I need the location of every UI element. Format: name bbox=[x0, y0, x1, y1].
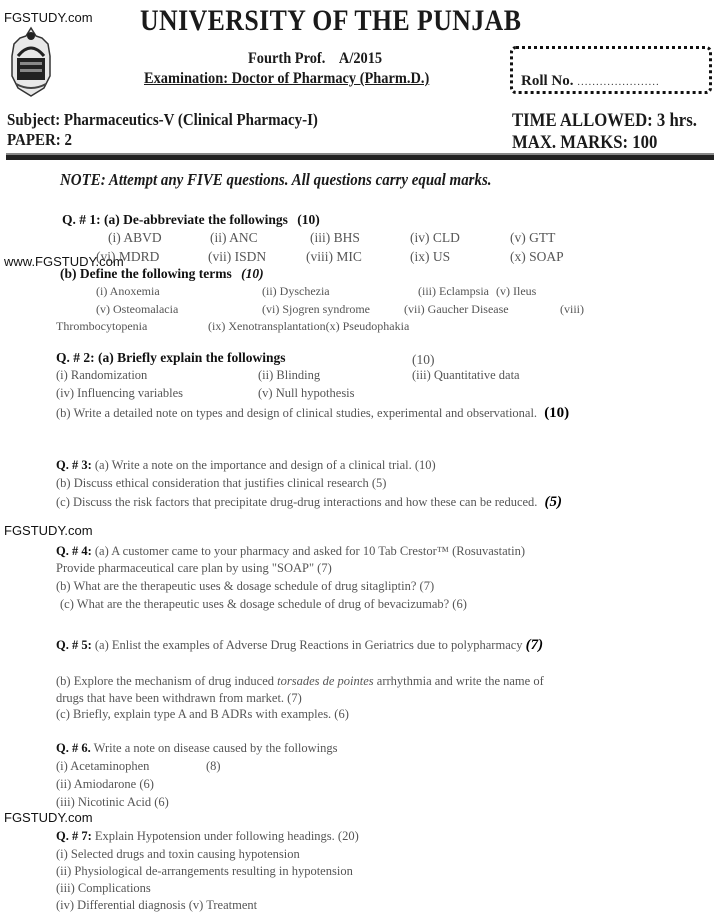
q5-a bbox=[56, 637, 543, 654]
watermark-q1: www.FGSTUDY.com bbox=[4, 254, 124, 269]
q2-a-item: (ii) Blinding bbox=[258, 368, 321, 382]
q1-b-heading-text: (b) Define the following terms bbox=[60, 266, 232, 281]
q2-b-marks: (10) bbox=[544, 405, 570, 421]
q1-b-item: (ix) Xenotransplantation(x) Pseudophakia bbox=[208, 319, 410, 333]
q4-a-line1 bbox=[56, 544, 525, 559]
q3-c-marks: (5) bbox=[544, 494, 563, 510]
q6-text: Write a note on disease caused by the followings bbox=[93, 741, 338, 755]
q6-heading bbox=[56, 741, 338, 756]
q7-label: Q. # 7: bbox=[56, 829, 92, 843]
q1-a-item: (viii) MIC bbox=[306, 249, 362, 264]
q5-b-italic-term: torsades de pointes bbox=[277, 674, 374, 688]
roll-number-field[interactable]: ...................... bbox=[577, 76, 660, 88]
q7-text: Explain Hypotension under following headings. (20) bbox=[94, 829, 359, 843]
q1-b-item: (v) Osteomalacia bbox=[96, 302, 179, 316]
q2-a-item: (i) Randomization bbox=[56, 368, 148, 382]
q4-label: Q. # 4: bbox=[56, 544, 92, 558]
q7-item: (iii) Complications bbox=[56, 881, 151, 895]
q1-b-item: (v) Ileus bbox=[496, 284, 537, 298]
q4-c: (c) What are the therapeutic uses & dosage schedule of drug of bevacizumab? (6) bbox=[60, 597, 467, 611]
q5-a-marks: (7) bbox=[525, 637, 544, 653]
q2-b-text bbox=[56, 405, 569, 422]
q2-a-item: (iv) Influencing variables bbox=[56, 386, 184, 400]
q1-a-item: (ix) US bbox=[410, 249, 451, 264]
q3-a-text: (a) Write a note on the importance and design of a clinical trial. (10) bbox=[94, 458, 436, 472]
q1-a-item: (i) ABVD bbox=[108, 230, 162, 245]
subject-line: Subject: Pharmaceutics-V (Clinical Pharmacy-I) bbox=[7, 110, 318, 129]
q1-a-item: (v) GTT bbox=[510, 230, 556, 245]
q3-c-text: (c) Discuss the risk factors that precipitate drug-drug interactions and how these can be reduced. bbox=[56, 495, 538, 509]
q1-b-item: (ii) Dyschezia bbox=[262, 284, 330, 298]
q5-b-line1 bbox=[56, 674, 544, 689]
q3-label: Q. # 3: bbox=[56, 458, 92, 472]
watermark-top: FGSTUDY.com bbox=[4, 10, 93, 25]
q3-a bbox=[56, 458, 436, 473]
q1-b-item: (viii) bbox=[560, 302, 584, 316]
roll-number-label: Roll No. bbox=[521, 73, 574, 89]
time-allowed: TIME ALLOWED: 3 hrs. bbox=[512, 110, 697, 131]
watermark-q4: FGSTUDY.com bbox=[4, 523, 93, 538]
header-divider bbox=[6, 155, 714, 160]
q3-c bbox=[56, 494, 562, 511]
watermark-q7: FGSTUDY.com bbox=[4, 810, 93, 825]
q7-item: (ii) Physiological de-arrangements resulting in hypotension bbox=[56, 864, 353, 878]
q1-b-marks: (10) bbox=[241, 266, 264, 281]
q5-c: (c) Briefly, explain type A and B ADRs with examples. (6) bbox=[56, 707, 349, 721]
max-marks: MAX. MARKS: 100 bbox=[512, 132, 658, 153]
q2-a-item: (iii) Quantitative data bbox=[412, 368, 520, 382]
q4-b: (b) What are the therapeutic uses & dosage schedule of drug sitagliptin? (7) bbox=[56, 579, 435, 593]
q1-a-item: (ii) ANC bbox=[210, 230, 258, 245]
q5-a-text: (a) Enlist the examples of Adverse Drug Reactions in Geriatrics due to polypharmacy bbox=[94, 638, 523, 652]
q2-a-item: (v) Null hypothesis bbox=[258, 386, 355, 400]
q1-a-item: (x) SOAP bbox=[510, 249, 564, 264]
q1-a-item: (vii) ISDN bbox=[208, 249, 267, 264]
q1-b-item: Thrombocytopenia bbox=[56, 319, 148, 333]
q5-b-text-cont: arrhythmia and write the name of bbox=[373, 674, 544, 688]
q1-b-heading bbox=[60, 266, 264, 282]
q7-item: (i) Selected drugs and toxin causing hypotension bbox=[56, 847, 300, 861]
instructions-note: NOTE: Attempt any FIVE questions. All questions carry equal marks. bbox=[60, 170, 492, 189]
prof-year-line: Fourth Prof. A/2015 bbox=[248, 50, 383, 67]
q2-b-text-content: (b) Write a detailed note on types and design of clinical studies, experimental and observational. bbox=[56, 406, 538, 420]
q1-a-item: (iv) CLD bbox=[410, 230, 460, 245]
q7-item: (iv) Differential diagnosis (v) Treatment bbox=[56, 898, 258, 912]
q1-a-marks: (10) bbox=[297, 212, 320, 227]
q5-b-line2: drugs that have been withdrawn from market. (7) bbox=[56, 691, 302, 705]
q6-item: (ii) Amiodarone (6) bbox=[56, 777, 154, 791]
paper-number: PAPER: 2 bbox=[7, 130, 72, 149]
q1-b-item: (iii) Eclampsia bbox=[418, 284, 489, 298]
q6-item: (i) Acetaminophen bbox=[56, 759, 150, 773]
q6-label: Q. # 6. bbox=[56, 741, 91, 755]
q4-a-line2: Provide pharmaceutical care plan by using "SOAP" (7) bbox=[56, 561, 332, 575]
q3-b: (b) Discuss ethical consideration that justifies clinical research (5) bbox=[56, 476, 387, 490]
q2-a-heading: Q. # 2: (a) Briefly explain the followings bbox=[56, 350, 286, 365]
q6-item: (iii) Nicotinic Acid (6) bbox=[56, 795, 169, 809]
q4-a-text: (a) A customer came to your pharmacy and asked for 10 Tab Crestor™ (Rosuvastatin) bbox=[94, 544, 526, 558]
q6-item-marks: (8) bbox=[206, 759, 221, 773]
university-title: UNIVERSITY OF THE PUNJAB bbox=[140, 4, 522, 37]
roll-number-box bbox=[510, 46, 712, 94]
q1-a-heading bbox=[62, 212, 320, 228]
q1-b-item: (vi) Sjogren syndrome bbox=[262, 302, 370, 316]
examination-title: Examination: Doctor of Pharmacy (Pharm.D.) bbox=[144, 70, 430, 87]
q5-label: Q. # 5: bbox=[56, 638, 92, 652]
q1-a-heading-text: Q. # 1: (a) De-abbreviate the followings bbox=[62, 212, 288, 227]
q2-a-marks: (10) bbox=[412, 352, 435, 367]
q5-b-text: (b) Explore the mechanism of drug induced bbox=[56, 674, 278, 688]
q1-a-item: (iii) BHS bbox=[310, 230, 360, 245]
q1-a-item: (vi) MDRD bbox=[96, 249, 160, 264]
q7-heading bbox=[56, 829, 359, 844]
q1-b-item: (vii) Gaucher Disease bbox=[404, 302, 509, 316]
university-crest-icon bbox=[8, 26, 54, 98]
q1-b-item: (i) Anoxemia bbox=[96, 284, 160, 298]
